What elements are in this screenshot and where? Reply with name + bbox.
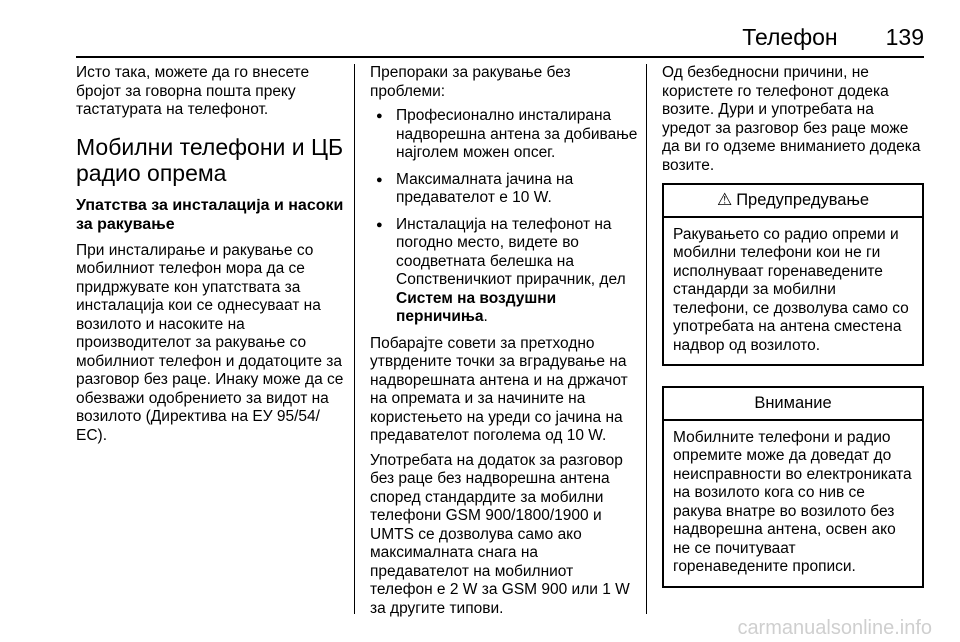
column-2 — [370, 64, 638, 624]
column-divider-2 — [646, 64, 647, 614]
warning-box-title — [664, 185, 922, 218]
warning-body: Ракувањето со радио опреми и мобилни телефони кои не ги исполнуваат горенаведените стандарди за мобилни телефони, се дозволува само со употребата на антена сместена надвор од возилото. — [673, 225, 909, 354]
caution-box-title — [664, 388, 922, 421]
recommendations-list — [370, 107, 638, 327]
section-reference: Систем на воздушни перничиња — [396, 289, 557, 325]
warning-triangle-icon: ⚠ — [716, 190, 733, 209]
page-title: Телефон — [742, 24, 838, 50]
watermark: carmanualsonline.info — [737, 617, 932, 639]
column-1 — [76, 64, 344, 451]
section-subheading: Упатства за инсталација и насоки за ракување — [76, 196, 344, 233]
recommendations-intro: Препораки за ракување без проблеми: — [370, 64, 571, 100]
antenna-advice-paragraph: Побарајте совети за претходно утврдените точки за вградување на надворешната антена и на држачот на опремата и за начините на користењето на уреди со јачина на предавателот поголема од 10 W. — [370, 334, 628, 444]
safety-paragraph: Од безбедносни причини, не користете го телефонот додека возите. Дури и употребата на уредот за разговор без раце може да ви го одземе вниманието додека возите. — [662, 64, 921, 174]
list-item: ● Професионално инсталирана надворешна антена за добивање најголем можен опсег. — [370, 107, 638, 163]
handsfree-paragraph: Употребата на додаток за разговор без раце без надворешна антена според стандардите за мобилни телефони GSM 900/1800/1900 и UMTS се дозволува само ако максималната снага на предавателот на мобилниот телефон е 2 W за GSM 900 или 1 W за другите типови. — [370, 451, 630, 617]
list-item — [370, 216, 638, 327]
list-item: ● Максималната јачина на предавателот е 10 W. — [370, 171, 638, 208]
section-heading: Мобилни телефони и ЦБ радио опрема — [76, 133, 344, 186]
column-3 — [662, 64, 924, 588]
warning-box — [662, 183, 924, 366]
page-header — [742, 24, 924, 51]
column-divider-1 — [354, 64, 355, 614]
list-item-text: Инсталација на телефонот на погодно место, видете во соодветната белешка на Сопственичкиот прирачник, дел — [396, 215, 626, 288]
list-item-end: . — [483, 308, 488, 325]
body-paragraph: При инсталирање и ракување со мобилниот телефон мора да се придржувате кон упатствата за инсталација кои се однесуваат на возилото и насоките на производителот за ракување со мобилниот телефон и додатоците за разговор без раце. Инаку може да се обезважи одобрението за видот на возилото (Директива на ЕУ 95/54/ЕС). — [76, 241, 344, 444]
caution-body: Мобилните телефони и радио опремите може да доведат до неисправности во електрониката на возилото кога со нив се ракува внатре во возилото без надворешна антена, освен ако не се почитуваат горенаведените прописи. — [673, 428, 912, 575]
intro-paragraph: Исто така, можете да го внесете бројот за говорна пошта преку тастатурата на телефонот. — [76, 64, 310, 118]
caution-title: Внимание — [754, 394, 832, 412]
caution-box — [662, 386, 924, 588]
warning-title: Предупредување — [736, 191, 870, 209]
header-rule — [76, 56, 924, 58]
page-number: 139 — [885, 24, 924, 50]
